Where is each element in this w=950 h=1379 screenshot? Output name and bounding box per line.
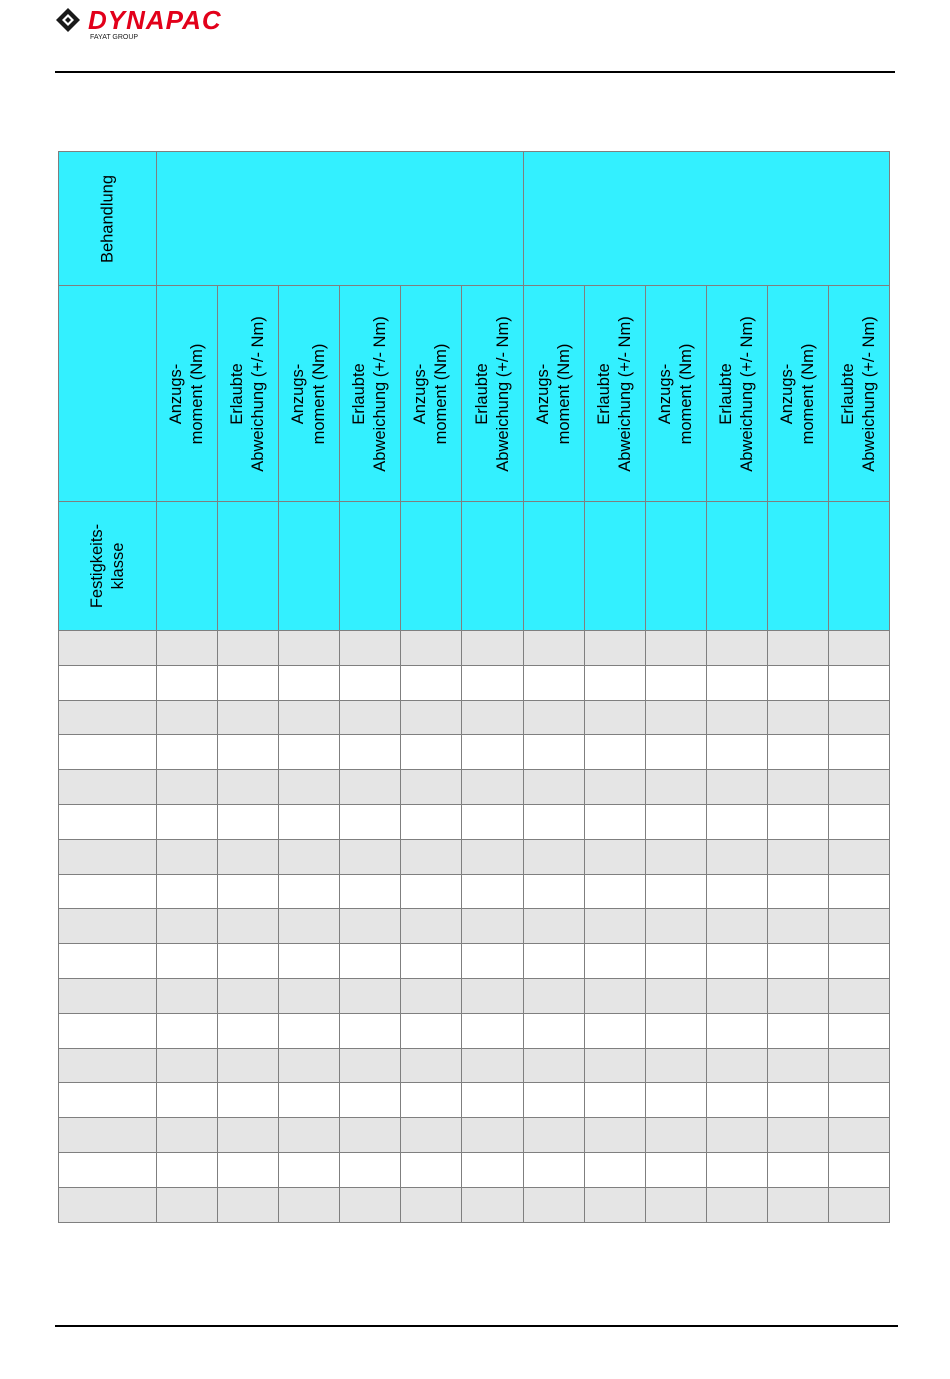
klasse-value-cell (585, 502, 646, 631)
abweichung-label: Erlaubte Abweichung (+/- Nm) (472, 315, 512, 472)
table-row (59, 1048, 890, 1083)
klasse-value-cell (401, 502, 462, 631)
value-cell (340, 978, 401, 1013)
value-cell (707, 944, 768, 979)
value-cell (340, 944, 401, 979)
value-cell (768, 735, 829, 770)
value-cell (768, 1152, 829, 1187)
value-cell (524, 874, 585, 909)
value-cell (768, 631, 829, 666)
value-cell (585, 1013, 646, 1048)
behandlung-group-1 (157, 152, 524, 286)
value-cell (279, 804, 340, 839)
abweichung-label: Erlaubte Abweichung (+/- Nm) (350, 315, 389, 472)
value-cell (340, 770, 401, 805)
value-cell (829, 1048, 890, 1083)
table-row (59, 735, 890, 770)
table-row (59, 1013, 890, 1048)
value-cell (340, 735, 401, 770)
table-row (59, 770, 890, 805)
value-cell (157, 874, 218, 909)
value-cell (218, 1118, 279, 1153)
value-cell (462, 631, 524, 666)
dynapac-logo-mark (54, 6, 314, 42)
value-cell (157, 909, 218, 944)
value-cell (218, 978, 279, 1013)
value-cell (585, 978, 646, 1013)
value-cell (829, 909, 890, 944)
value-cell (646, 631, 707, 666)
klasse-cell (59, 804, 157, 839)
value-cell (524, 1083, 585, 1118)
value-cell (157, 804, 218, 839)
value-cell (829, 804, 890, 839)
value-cell (707, 631, 768, 666)
value-cell (768, 1013, 829, 1048)
value-cell (707, 1152, 768, 1187)
table-row (59, 909, 890, 944)
value-cell (157, 1118, 218, 1153)
torque-table (58, 151, 890, 1223)
value-cell (401, 631, 462, 666)
value-cell (524, 1013, 585, 1048)
abweichung-header-cell (829, 286, 890, 502)
value-cell (585, 839, 646, 874)
table-row (59, 1118, 890, 1153)
behandlung-group-2 (524, 152, 890, 286)
value-cell (462, 665, 524, 700)
value-cell (279, 1083, 340, 1118)
value-cell (585, 770, 646, 805)
value-cell (218, 631, 279, 666)
value-cell (462, 909, 524, 944)
value-cell (646, 1083, 707, 1118)
klasse-value-cell (157, 502, 218, 631)
value-cell (462, 1152, 524, 1187)
value-cell (462, 1118, 524, 1153)
klasse-value-cell (768, 502, 829, 631)
klasse-cell (59, 1187, 157, 1222)
value-cell (768, 909, 829, 944)
table-row (59, 700, 890, 735)
value-cell (829, 1013, 890, 1048)
klasse-cell (59, 700, 157, 735)
value-cell (768, 770, 829, 805)
value-cell (646, 770, 707, 805)
value-cell (707, 700, 768, 735)
value-cell (218, 735, 279, 770)
anzugsmoment-header-cell (157, 286, 218, 502)
abweichung-label: Erlaubte Abweichung (+/- Nm) (839, 315, 879, 472)
anzugsmoment-label: Anzugs- moment (Nm) (289, 343, 328, 444)
value-cell (340, 665, 401, 700)
value-cell (218, 700, 279, 735)
value-cell (340, 700, 401, 735)
value-cell (279, 839, 340, 874)
value-cell (401, 1083, 462, 1118)
abweichung-header-cell (585, 286, 646, 502)
value-cell (462, 1187, 524, 1222)
klasse-value-cell (340, 502, 401, 631)
value-cell (524, 631, 585, 666)
value-cell (462, 804, 524, 839)
value-cell (829, 839, 890, 874)
value-cell (585, 944, 646, 979)
value-cell (401, 700, 462, 735)
value-cell (279, 700, 340, 735)
abweichung-header-cell (340, 286, 401, 502)
value-cell (157, 1187, 218, 1222)
table-row (59, 874, 890, 909)
abweichung-header-cell (218, 286, 279, 502)
value-cell (524, 1118, 585, 1153)
klasse-cell (59, 735, 157, 770)
value-cell (462, 1013, 524, 1048)
value-cell (279, 1013, 340, 1048)
value-cell (340, 839, 401, 874)
value-cell (524, 839, 585, 874)
value-cell (462, 978, 524, 1013)
value-cell (218, 1048, 279, 1083)
klasse-value-cell (646, 502, 707, 631)
value-cell (401, 735, 462, 770)
value-cell (157, 978, 218, 1013)
table-row (59, 665, 890, 700)
value-cell (707, 909, 768, 944)
value-cell (340, 1083, 401, 1118)
festigkeitsklasse-header-cell (59, 502, 157, 631)
klasse-cell (59, 874, 157, 909)
value-cell (218, 665, 279, 700)
value-cell (707, 1013, 768, 1048)
svg-text:DYNAPAC: DYNAPAC (88, 6, 222, 35)
value-cell (218, 1013, 279, 1048)
value-cell (768, 1048, 829, 1083)
value-cell (707, 665, 768, 700)
value-cell (157, 735, 218, 770)
value-cell (157, 944, 218, 979)
anzugsmoment-label: Anzugs- moment (Nm) (411, 343, 450, 444)
value-cell (585, 631, 646, 666)
value-cell (585, 1118, 646, 1153)
value-cell (401, 665, 462, 700)
klasse-cell (59, 944, 157, 979)
anzugsmoment-header-cell (279, 286, 340, 502)
anzugsmoment-label: Anzugs- moment (Nm) (656, 343, 696, 444)
value-cell (707, 770, 768, 805)
behandlung-label: Behandlung (98, 174, 116, 263)
value-cell (768, 839, 829, 874)
value-cell (279, 978, 340, 1013)
value-cell (462, 1048, 524, 1083)
value-cell (340, 909, 401, 944)
klasse-cell (59, 909, 157, 944)
value-cell (829, 1083, 890, 1118)
value-cell (279, 1048, 340, 1083)
abweichung-label: Erlaubte Abweichung (+/- Nm) (228, 315, 267, 472)
value-cell (646, 665, 707, 700)
value-cell (646, 1187, 707, 1222)
value-cell (401, 1152, 462, 1187)
value-cell (157, 700, 218, 735)
value-cell (279, 1152, 340, 1187)
value-cell (646, 944, 707, 979)
value-cell (829, 770, 890, 805)
value-cell (768, 804, 829, 839)
value-cell (829, 665, 890, 700)
value-cell (829, 631, 890, 666)
value-cell (829, 735, 890, 770)
value-cell (218, 1187, 279, 1222)
value-cell (768, 944, 829, 979)
value-cell (585, 874, 646, 909)
value-cell (340, 1013, 401, 1048)
klasse-cell (59, 631, 157, 666)
value-cell (707, 804, 768, 839)
klasse-cell (59, 665, 157, 700)
value-cell (524, 978, 585, 1013)
value-cell (707, 1187, 768, 1222)
klasse-value-cell (524, 502, 585, 631)
value-cell (462, 874, 524, 909)
behandlung-header-cell (59, 152, 157, 286)
value-cell (401, 804, 462, 839)
value-cell (646, 700, 707, 735)
value-cell (829, 978, 890, 1013)
value-cell (157, 1083, 218, 1118)
klasse-value-cell (707, 502, 768, 631)
value-cell (218, 770, 279, 805)
anzugsmoment-label: Anzugs- moment (Nm) (778, 343, 818, 444)
value-cell (768, 874, 829, 909)
value-cell (218, 839, 279, 874)
klasse-cell (59, 1118, 157, 1153)
klasse-value-cell (829, 502, 890, 631)
klasse-cell (59, 770, 157, 805)
value-cell (340, 874, 401, 909)
value-cell (401, 978, 462, 1013)
value-cell (524, 804, 585, 839)
anzugsmoment-header-cell (768, 286, 829, 502)
value-cell (462, 700, 524, 735)
table-row (59, 1152, 890, 1187)
value-cell (707, 735, 768, 770)
value-cell (524, 1048, 585, 1083)
value-cell (340, 1152, 401, 1187)
value-cell (524, 665, 585, 700)
header-rule (55, 71, 895, 73)
anzugsmoment-header-cell (524, 286, 585, 502)
value-cell (829, 700, 890, 735)
value-cell (646, 839, 707, 874)
value-cell (279, 1118, 340, 1153)
value-cell (218, 909, 279, 944)
value-cell (646, 735, 707, 770)
value-cell (524, 944, 585, 979)
klasse-value-cell (279, 502, 340, 631)
value-cell (524, 770, 585, 805)
abweichung-label: Erlaubte Abweichung (+/- Nm) (717, 315, 757, 472)
anzugsmoment-label: Anzugs- moment (Nm) (534, 343, 574, 444)
value-cell (585, 735, 646, 770)
value-cell (707, 1118, 768, 1153)
value-cell (157, 1013, 218, 1048)
value-cell (768, 665, 829, 700)
empty-header-cell (59, 286, 157, 502)
abweichung-label: Erlaubte Abweichung (+/- Nm) (595, 315, 635, 472)
table-row (59, 839, 890, 874)
value-cell (768, 1187, 829, 1222)
table-row (59, 1083, 890, 1118)
anzugsmoment-header-cell (646, 286, 707, 502)
value-cell (524, 1187, 585, 1222)
dynapac-logo (54, 6, 314, 42)
value-cell (340, 1048, 401, 1083)
value-cell (585, 1187, 646, 1222)
footer-rule (55, 1325, 898, 1327)
value-cell (218, 804, 279, 839)
klasse-cell (59, 1083, 157, 1118)
svg-text:FAYAT GROUP: FAYAT GROUP (90, 34, 139, 41)
value-cell (585, 1083, 646, 1118)
value-cell (157, 665, 218, 700)
value-cell (340, 1118, 401, 1153)
table-row (59, 804, 890, 839)
value-cell (401, 944, 462, 979)
value-cell (401, 1118, 462, 1153)
value-cell (401, 839, 462, 874)
value-cell (401, 770, 462, 805)
value-cell (401, 874, 462, 909)
value-cell (585, 909, 646, 944)
value-cell (401, 1187, 462, 1222)
value-cell (829, 1118, 890, 1153)
festigkeitsklasse-label: Festigkeits- klasse (87, 523, 127, 609)
value-cell (340, 1187, 401, 1222)
value-cell (218, 1083, 279, 1118)
value-cell (646, 1118, 707, 1153)
klasse-cell (59, 839, 157, 874)
value-cell (707, 1083, 768, 1118)
value-cell (279, 874, 340, 909)
value-cell (829, 944, 890, 979)
value-cell (279, 944, 340, 979)
klasse-cell (59, 1013, 157, 1048)
value-cell (707, 978, 768, 1013)
table-row (59, 978, 890, 1013)
anzugsmoment-header-cell (401, 286, 462, 502)
value-cell (279, 735, 340, 770)
value-cell (279, 631, 340, 666)
value-cell (524, 735, 585, 770)
klasse-cell (59, 978, 157, 1013)
value-cell (707, 839, 768, 874)
value-cell (401, 1048, 462, 1083)
table-row (59, 1187, 890, 1222)
value-cell (401, 909, 462, 944)
klasse-cell (59, 1048, 157, 1083)
value-cell (340, 631, 401, 666)
value-cell (768, 700, 829, 735)
value-cell (585, 1152, 646, 1187)
value-cell (829, 1152, 890, 1187)
value-cell (768, 1083, 829, 1118)
value-cell (768, 978, 829, 1013)
value-cell (462, 944, 524, 979)
value-cell (340, 804, 401, 839)
value-cell (646, 1048, 707, 1083)
anzugsmoment-label: Anzugs- moment (Nm) (167, 343, 206, 444)
klasse-value-cell (218, 502, 279, 631)
value-cell (218, 1152, 279, 1187)
value-cell (585, 665, 646, 700)
value-cell (462, 839, 524, 874)
abweichung-header-cell (707, 286, 768, 502)
table-row (59, 631, 890, 666)
value-cell (585, 700, 646, 735)
value-cell (157, 1048, 218, 1083)
value-cell (768, 1118, 829, 1153)
value-cell (585, 1048, 646, 1083)
value-cell (646, 1152, 707, 1187)
value-cell (707, 874, 768, 909)
value-cell (157, 1152, 218, 1187)
value-cell (157, 839, 218, 874)
value-cell (279, 909, 340, 944)
value-cell (279, 770, 340, 805)
value-cell (829, 874, 890, 909)
value-cell (829, 1187, 890, 1222)
klasse-cell (59, 1152, 157, 1187)
value-cell (279, 665, 340, 700)
value-cell (646, 874, 707, 909)
value-cell (707, 1048, 768, 1083)
value-cell (462, 770, 524, 805)
value-cell (524, 1152, 585, 1187)
value-cell (218, 944, 279, 979)
value-cell (524, 700, 585, 735)
klasse-value-cell (462, 502, 524, 631)
value-cell (279, 1187, 340, 1222)
value-cell (646, 909, 707, 944)
value-cell (157, 631, 218, 666)
value-cell (401, 1013, 462, 1048)
value-cell (646, 1013, 707, 1048)
value-cell (524, 909, 585, 944)
value-cell (646, 804, 707, 839)
value-cell (462, 735, 524, 770)
value-cell (218, 874, 279, 909)
value-cell (462, 1083, 524, 1118)
value-cell (157, 770, 218, 805)
value-cell (646, 978, 707, 1013)
value-cell (585, 804, 646, 839)
table-row (59, 944, 890, 979)
abweichung-header-cell (462, 286, 524, 502)
